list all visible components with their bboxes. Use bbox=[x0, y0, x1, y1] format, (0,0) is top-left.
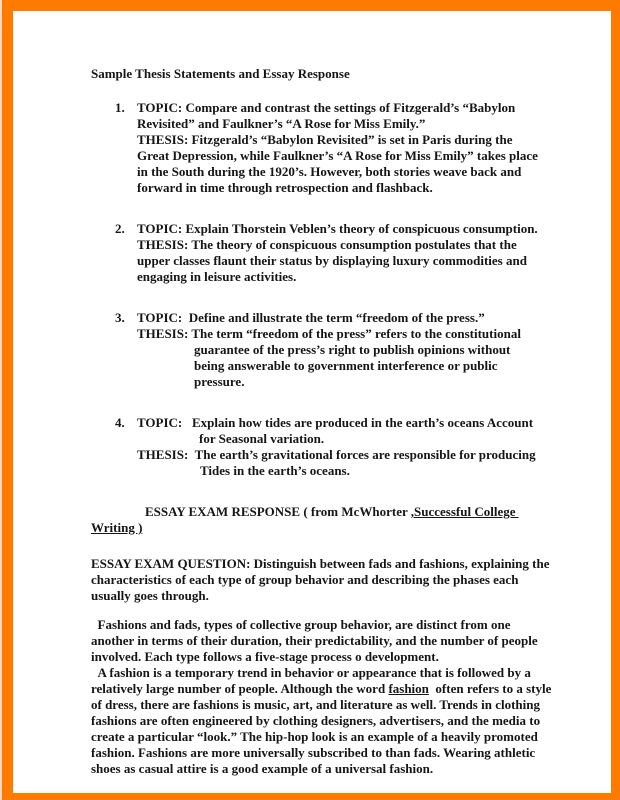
thesis-list bbox=[91, 100, 553, 479]
list-item-number: 1. bbox=[115, 100, 125, 115]
topic-text: TOPIC: Compare and contrast the settings of Fitzgerald’s “Babylon Revisited” and Faulkner’s “A Rose for Miss Emily.” bbox=[137, 100, 519, 131]
fashion-underlined-word: fashion bbox=[388, 681, 429, 696]
list-item bbox=[115, 100, 553, 196]
scan-edge-strip bbox=[0, 0, 2, 800]
thesis-text: THESIS: Fitzgerald’s “Babylon Revisited” is set in Paris during the Great Depression, while Faulkner’s “A Rose for Miss Emily” takes place in the South during the 1920’s. However, both stories weave back and forward in time through retrospection and flashback. bbox=[137, 132, 542, 195]
paragraph-fashion bbox=[91, 665, 553, 777]
essay-exam-response-heading bbox=[91, 504, 553, 536]
list-item-body bbox=[137, 221, 541, 285]
document-sheet bbox=[13, 11, 611, 793]
fashion-text-after: often refers to a style of dress, there are fashions is music, art, and literature as well. Trends in clothing fashions are often engineered by clothing designers, advertisers, and the media to create a particular “look.” The hip-hop look is an example of a heavily promoted fashion. Fashions are more universally subscribed to than fads. Wearing athletic shoes as casual attire is a good example of a universal fashion. bbox=[91, 681, 555, 776]
list-item-number: 2. bbox=[115, 221, 125, 236]
list-item-number: 4. bbox=[115, 415, 125, 430]
topic-text: TOPIC: Define and illustrate the term “freedom of the press.” bbox=[137, 310, 485, 325]
topic-text: TOPIC: Explain Thorstein Veblen’s theory of conspicuous consumption. bbox=[137, 221, 538, 236]
topic-text: TOPIC: Explain how tides are produced in the earth’s oceans Account for Seasonal variation. bbox=[137, 415, 537, 446]
list-item-body bbox=[137, 415, 541, 479]
list-item-body bbox=[137, 310, 541, 390]
list-item-body bbox=[137, 100, 541, 196]
list-item-number: 3. bbox=[115, 310, 125, 325]
thesis-text: THESIS: The earth’s gravitational forces are responsible for producing Tides in the earth’s oceans. bbox=[137, 447, 539, 478]
document-title: Sample Thesis Statements and Essay Response bbox=[91, 66, 350, 81]
heading-book-title: ,Successful College Writing ) bbox=[91, 504, 519, 535]
list-item bbox=[115, 310, 553, 390]
list-item bbox=[115, 415, 553, 479]
thesis-text: THESIS: The theory of conspicuous consumption postulates that the upper classes flaunt their status by displaying luxury commodities and engaging in leisure activities. bbox=[137, 237, 531, 284]
paragraph-fads: Fashions and fads, types of collective group behavior, are distinct from one another in terms of their duration, their predictability, and the number of people involved. Each type follows a five-stage process o development. bbox=[91, 617, 541, 664]
essay-exam-question: ESSAY EXAM QUESTION: Distinguish between fads and fashions, explaining the characteristics of each type of group behavior and describing the phases each usually goes through. bbox=[91, 556, 553, 603]
fashion-text-before: A fashion is a temporary trend in behavior or appearance that is followed by a relatively large number of people. Although the word bbox=[91, 665, 535, 696]
thesis-text: THESIS: The term “freedom of the press” refers to the constitutional guarantee of the press’s right to publish opinions without being answerable to government interference or public pressure. bbox=[137, 326, 525, 389]
heading-prefix: ESSAY EXAM RESPONSE ( from McWhorter bbox=[145, 504, 411, 519]
list-item bbox=[115, 221, 553, 285]
